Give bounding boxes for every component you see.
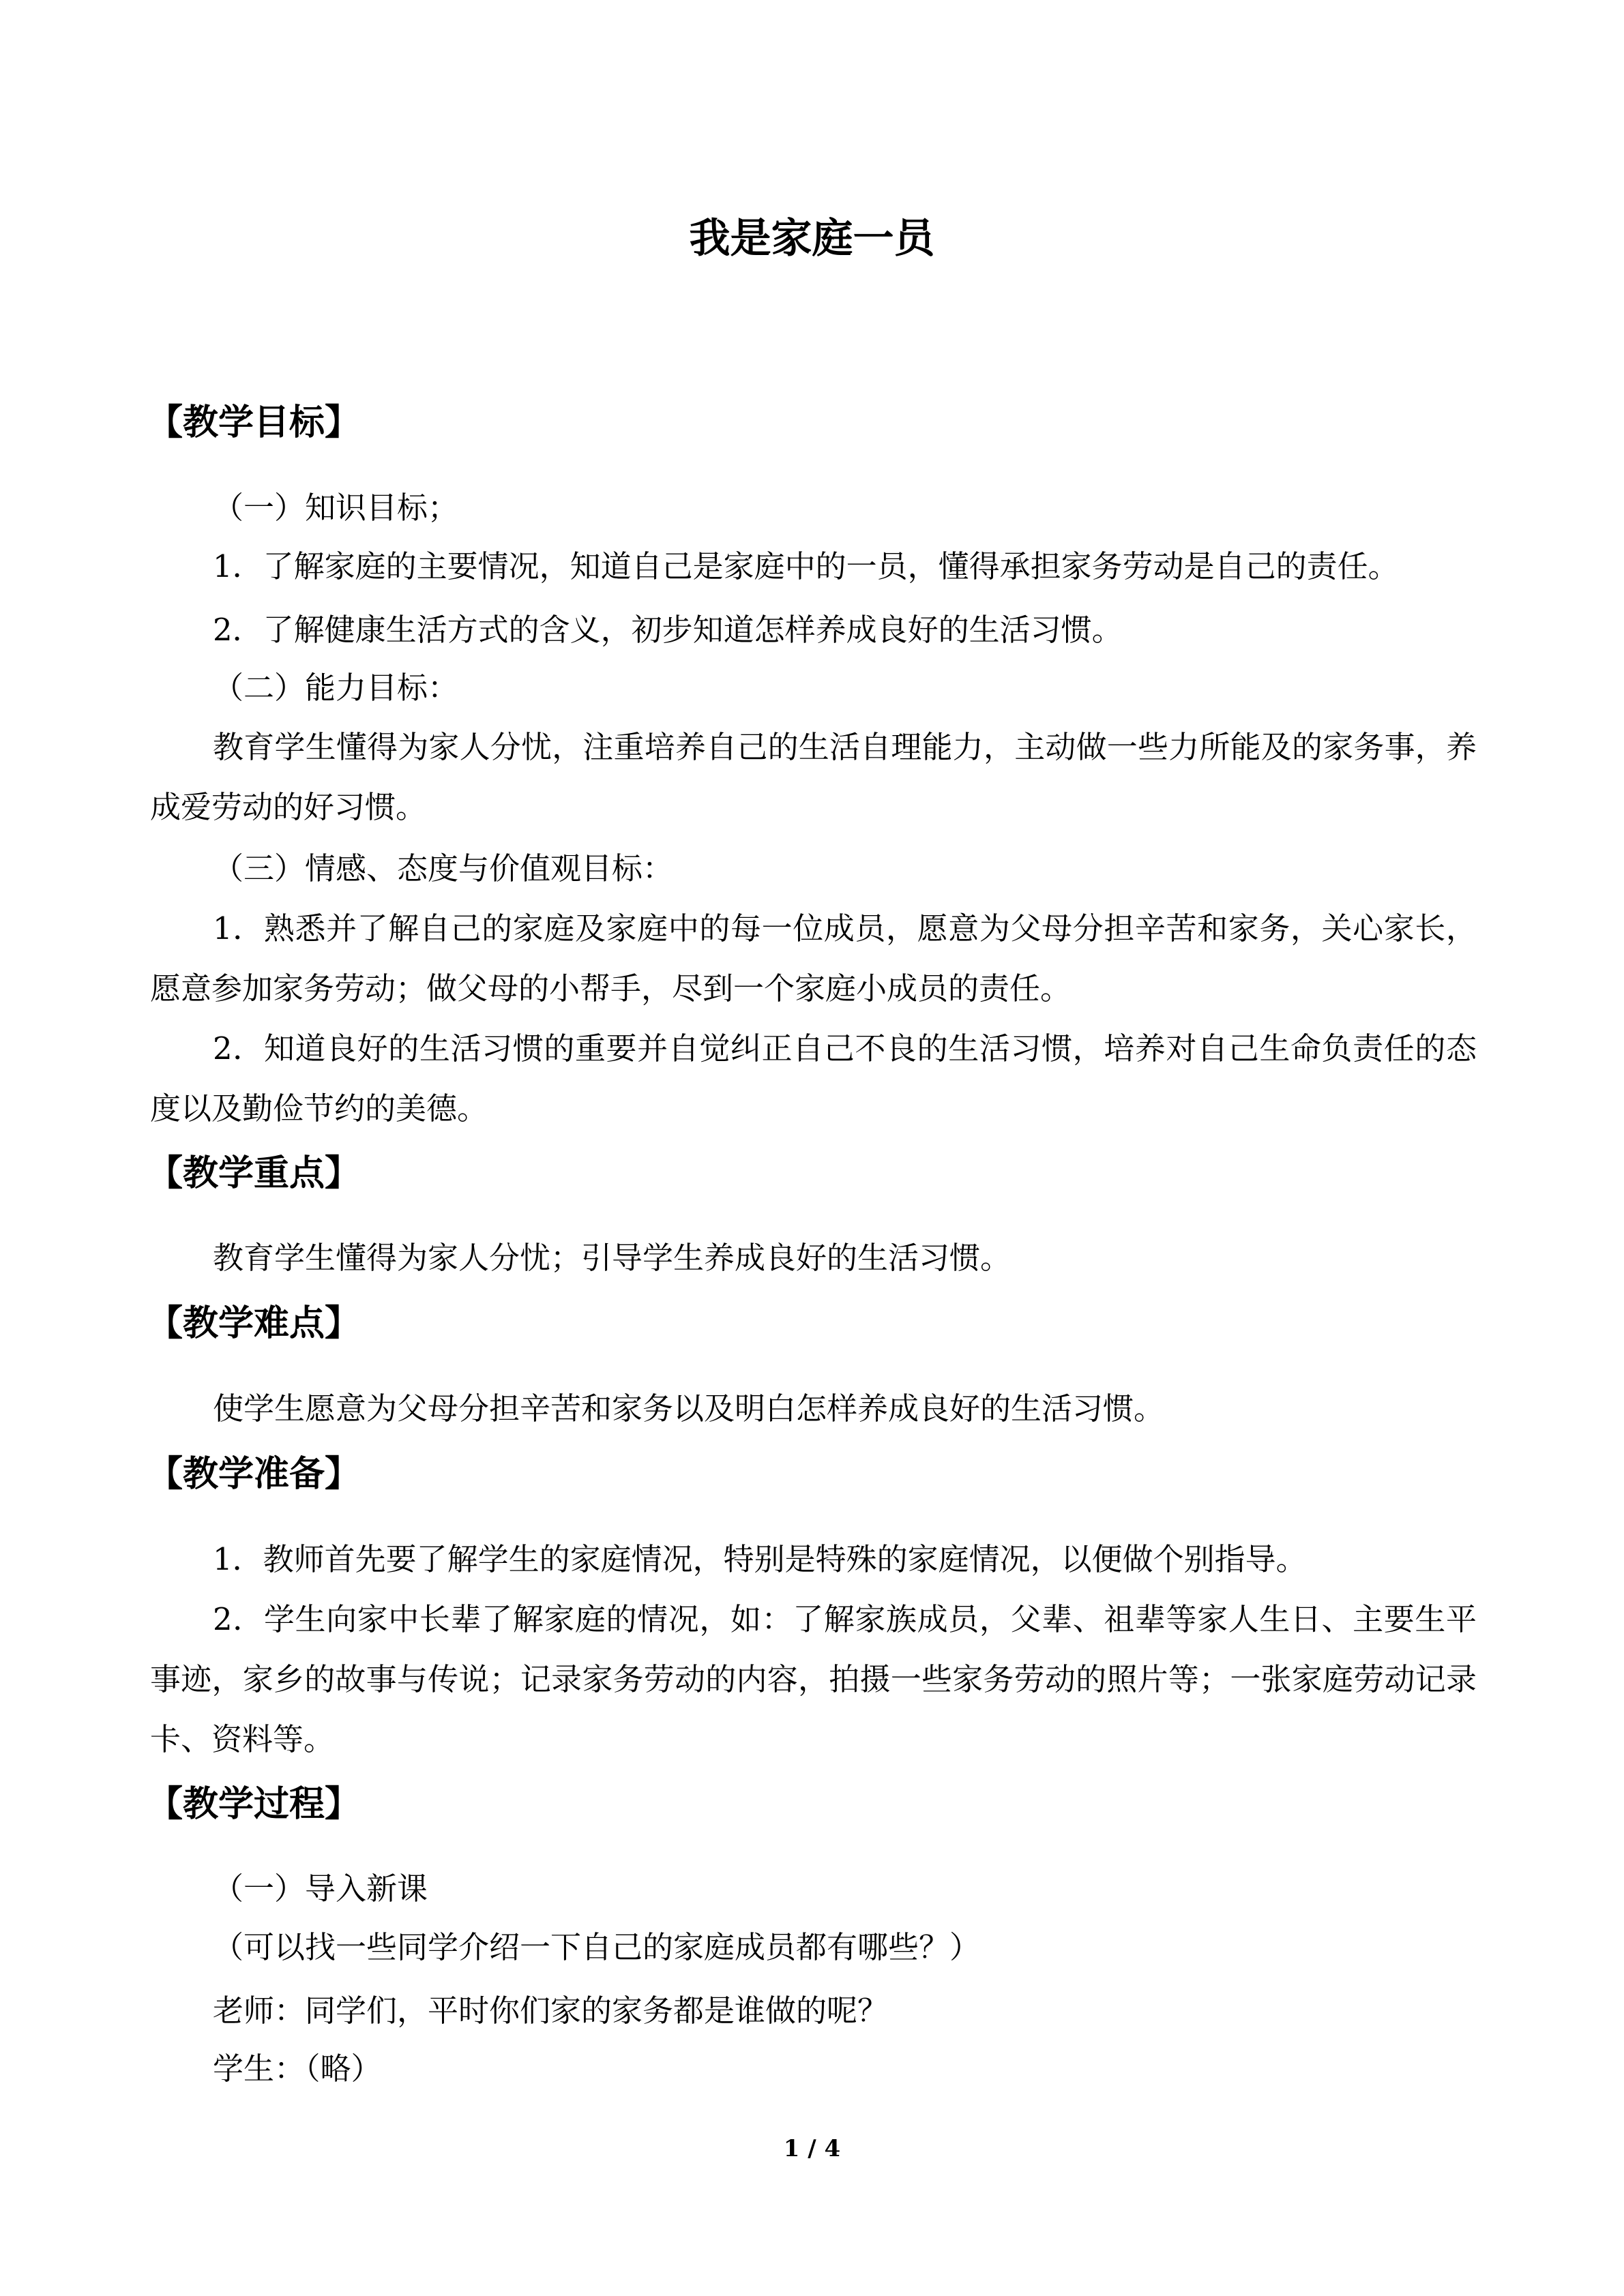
page-number: 1 / 4 [783,2135,841,2162]
paragraph: 老师：同学们，平时你们家的家务都是谁做的呢？ [213,1993,889,2029]
paragraph: 1．了解家庭的主要情况，知道自己是家庭中的一员，懂得承担家务劳动是自己的责任。 [213,548,1399,584]
section-heading-key-points: 【教学重点】 [147,1152,361,1194]
paragraph: 教育学生懂得为家人分忧，注重培养自己的生活自理能力，主动做一些力所能及的家务事，养成爱劳动的好习惯。 [150,729,1477,825]
paragraph: 学生：（略） [213,2051,382,2087]
paragraph: （二）能力目标： [213,670,459,706]
paragraph: 2．了解健康生活方式的含义，初步知道怎样养成良好的生活习惯。 [213,612,1123,648]
paragraph: （三）情感、态度与价值观目标： [213,850,674,886]
document-title: 我是家庭一员 [689,215,935,263]
section-heading-objectives: 【教学目标】 [147,402,361,443]
paragraph: 使学生愿意为父母分担辛苦和家务以及明白怎样养成良好的生活习惯。 [213,1390,1165,1427]
paragraph: 1．熟悉并了解自己的家庭及家庭中的每一位成员，愿意为父母分担辛苦和家务，关心家长，愿意参加家务劳动；做父母的小帮手，尽到一个家庭小成员的责任。 [150,910,1477,1007]
paragraph: 1．教师首先要了解学生的家庭情况，特别是特殊的家庭情况，以便做个别指导。 [213,1541,1307,1577]
paragraph: （可以找一些同学介绍一下自己的家庭成员都有哪些？） [213,1929,981,1965]
paragraph: 教育学生懂得为家人分忧；引导学生养成良好的生活习惯。 [213,1240,1012,1276]
section-heading-preparation: 【教学准备】 [147,1453,361,1495]
paragraph: （一）导入新课 [213,1870,428,1907]
section-heading-difficulties: 【教学难点】 [147,1302,361,1344]
paragraph: （一）知识目标； [213,490,459,526]
section-heading-process: 【教学过程】 [147,1783,361,1825]
paragraph: 2．学生向家中长辈了解家庭的情况，如：了解家族成员，父辈、祖辈等家人生日、主要生平事迹，家乡的故事与传说；记录家务劳动的内容，拍摄一些家务劳动的照片等；一张家庭劳动记录卡、资料等。 [150,1601,1477,1757]
paragraph: 2．知道良好的生活习惯的重要并自觉纠正自己不良的生活习惯，培养对自己生命负责任的态度以及勤俭节约的美德。 [150,1030,1477,1127]
